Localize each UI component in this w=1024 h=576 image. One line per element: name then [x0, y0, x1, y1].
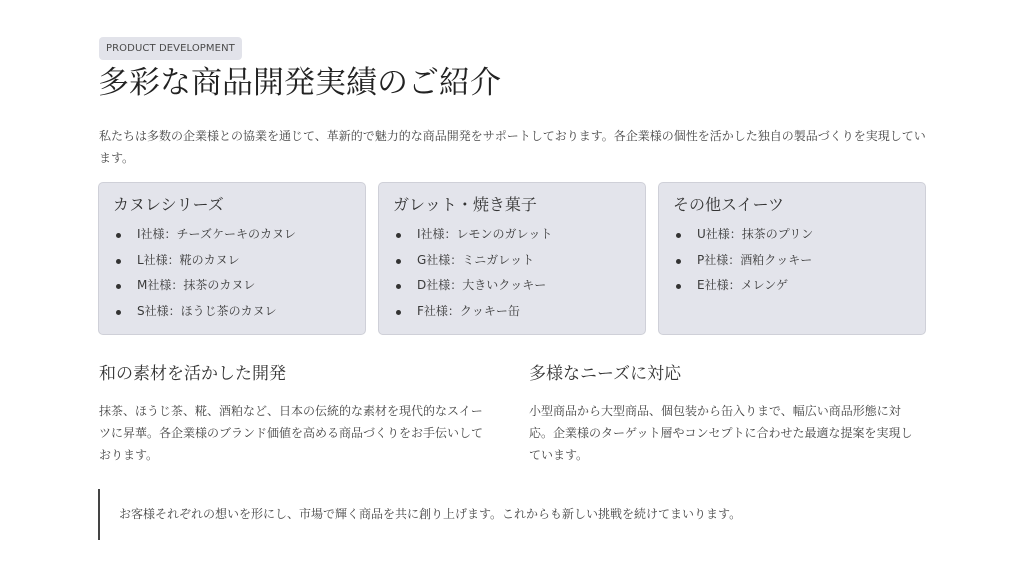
list-item	[113, 248, 351, 274]
list-item	[113, 299, 351, 325]
feature-title: 和の素材を活かした開発	[99, 364, 286, 384]
list-item-text: L社様：糀のカヌレ	[137, 252, 240, 267]
feature-text: 抹茶、ほうじ茶、糀、酒粕など、日本の伝統的な素材を現代的なスイーツに昇華。各企業様のブランド価値を高める商品づくりをお手伝いしております。	[99, 404, 484, 462]
bullet-icon	[676, 259, 681, 264]
list-item-text: I社様：レモンのガレット	[417, 227, 553, 241]
list-item-text: D社様：大きいクッキー	[417, 278, 547, 292]
list-item-text: I社様：チーズケーキのカヌレ	[137, 227, 296, 241]
bullet-icon	[396, 310, 401, 315]
bullet-icon	[676, 284, 681, 289]
card-title: カヌレシリーズ	[113, 195, 224, 214]
feature-japanese-ingredients	[99, 360, 499, 466]
bullet-icon	[116, 284, 121, 289]
product-cards	[98, 182, 926, 335]
list-item	[113, 222, 351, 248]
list-item	[393, 273, 631, 299]
list-item-text: P社様：酒粕クッキー	[697, 252, 813, 267]
bullet-icon	[676, 233, 681, 238]
list-item	[673, 248, 911, 274]
bullet-icon	[396, 259, 401, 264]
card-other-sweets	[658, 182, 926, 335]
section-tag: PRODUCT DEVELOPMENT	[99, 37, 242, 60]
intro-text: 私たちは多数の企業様との協業を通じて、革新的で魅力的な商品開発をサポートしております。各企業様の個性を活かした独自の製品づくりを実現しています。	[99, 129, 926, 165]
closing-quote: お客様それぞれの想いを形にし、市場で輝く商品を共に創り上げます。これからも新しい挑戦を続けてまいります。	[98, 489, 924, 540]
card-list	[673, 222, 911, 299]
card-canele-series	[98, 182, 366, 335]
list-item-text: M社様：抹茶のカヌレ	[137, 278, 256, 292]
bullet-icon	[396, 233, 401, 238]
list-item	[113, 273, 351, 299]
list-item	[673, 222, 911, 248]
bullet-icon	[396, 284, 401, 289]
feature-text: 小型商品から大型商品、個包装から缶入りまで、幅広い商品形態に対応。企業様のターゲット層やコンセプトに合わせた最適な提案を実現しています。	[529, 404, 913, 462]
list-item	[393, 299, 631, 325]
list-item	[673, 273, 911, 299]
card-title: ガレット・焼き菓子	[393, 195, 537, 214]
list-item-text: F社様：クッキー缶	[417, 303, 520, 318]
card-list	[393, 222, 631, 324]
bullet-icon	[116, 310, 121, 315]
feature-title: 多様なニーズに対応	[529, 364, 682, 384]
list-item	[393, 222, 631, 248]
list-item-text: S社様：ほうじ茶のカヌレ	[137, 303, 277, 318]
card-galette-baked-goods	[378, 182, 646, 335]
page-title: 多彩な商品開発実績のご紹介	[98, 65, 501, 101]
feature-diverse-needs	[529, 360, 929, 466]
list-item-text: E社様：メレンゲ	[697, 278, 789, 292]
bullet-icon	[116, 233, 121, 238]
card-title: その他スイーツ	[673, 195, 785, 214]
list-item-text: U社様：抹茶のプリン	[697, 227, 814, 241]
list-item	[393, 248, 631, 274]
bullet-icon	[116, 259, 121, 264]
list-item-text: G社様：ミニガレット	[417, 252, 535, 267]
card-list	[113, 222, 351, 324]
